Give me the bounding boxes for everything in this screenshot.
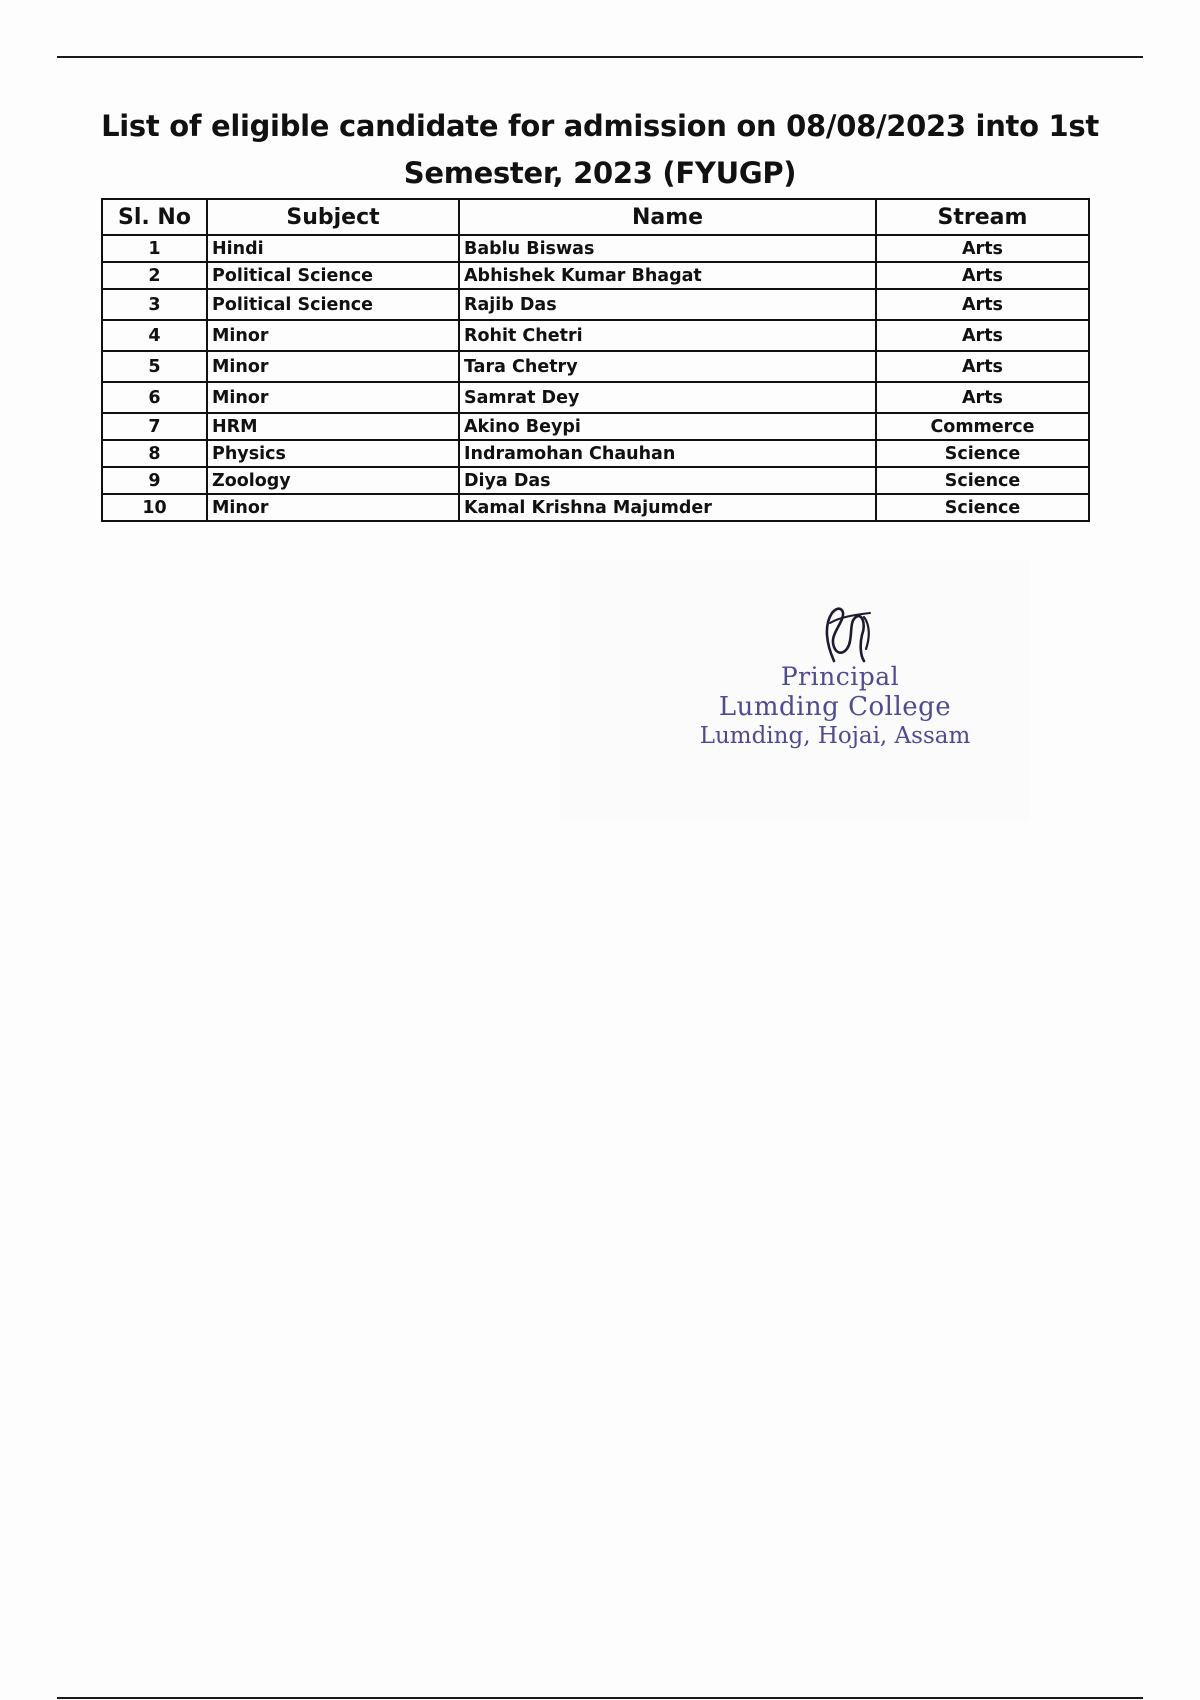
cell-stream: Science: [876, 467, 1089, 494]
cell-stream: Arts: [876, 320, 1089, 351]
cell-subject: Political Science: [207, 262, 459, 289]
cell-name: Bablu Biswas: [459, 235, 876, 262]
table-row: [102, 235, 1089, 262]
cell-subject: Physics: [207, 440, 459, 467]
cell-name: Samrat Dey: [459, 382, 876, 413]
document-title: [100, 103, 1100, 197]
table-row: [102, 320, 1089, 351]
cell-name: Kamal Krishna Majumder: [459, 494, 876, 521]
stamp-location: Lumding, Hojai, Assam: [699, 723, 971, 749]
header-sl-no: Sl. No: [102, 199, 207, 235]
cell-subject: Minor: [207, 320, 459, 351]
title-line-2: Semester, 2023 (FYUGP): [403, 156, 797, 190]
cell-sl-no: 5: [102, 351, 207, 382]
table-header-row: [102, 199, 1089, 235]
cell-stream: Science: [876, 440, 1089, 467]
cell-name: Rajib Das: [459, 289, 876, 320]
cell-name: Diya Das: [459, 467, 876, 494]
table-row: [102, 382, 1089, 413]
cell-stream: Commerce: [876, 413, 1089, 440]
cell-stream: Science: [876, 494, 1089, 521]
table-row: [102, 351, 1089, 382]
cell-stream: Arts: [876, 351, 1089, 382]
table-row: [102, 413, 1089, 440]
cell-subject: Zoology: [207, 467, 459, 494]
table-row: [102, 494, 1089, 521]
stamp-title: Principal: [780, 662, 900, 691]
cell-sl-no: 10: [102, 494, 207, 521]
cell-stream: Arts: [876, 235, 1089, 262]
table-row: [102, 467, 1089, 494]
title-line-1: List of eligible candidate for admission on 08/08/2023 into 1st: [101, 109, 1099, 143]
cell-sl-no: 1: [102, 235, 207, 262]
cell-sl-no: 7: [102, 413, 207, 440]
cell-stream: Arts: [876, 382, 1089, 413]
table-row: [102, 440, 1089, 467]
cell-sl-no: 8: [102, 440, 207, 467]
cell-sl-no: 9: [102, 467, 207, 494]
cell-name: Abhishek Kumar Bhagat: [459, 262, 876, 289]
cell-name: Indramohan Chauhan: [459, 440, 876, 467]
cell-name: Akino Beypi: [459, 413, 876, 440]
cell-subject: Minor: [207, 494, 459, 521]
stamp-institution: Lumding College: [718, 692, 952, 722]
cell-name: Tara Chetry: [459, 351, 876, 382]
cell-subject: Political Science: [207, 289, 459, 320]
cell-sl-no: 2: [102, 262, 207, 289]
table-row: [102, 262, 1089, 289]
cell-subject: HRM: [207, 413, 459, 440]
cell-sl-no: 4: [102, 320, 207, 351]
header-stream: Stream: [876, 199, 1089, 235]
cell-stream: Arts: [876, 262, 1089, 289]
candidate-table: [101, 198, 1090, 522]
cell-sl-no: 3: [102, 289, 207, 320]
table-row: [102, 289, 1089, 320]
cell-subject: Hindi: [207, 235, 459, 262]
bottom-rule: [57, 1697, 1143, 1699]
top-rule: [57, 56, 1143, 58]
header-name: Name: [459, 199, 876, 235]
cell-subject: Minor: [207, 382, 459, 413]
cell-sl-no: 6: [102, 382, 207, 413]
header-subject: Subject: [207, 199, 459, 235]
cell-stream: Arts: [876, 289, 1089, 320]
cell-name: Rohit Chetri: [459, 320, 876, 351]
cell-subject: Minor: [207, 351, 459, 382]
